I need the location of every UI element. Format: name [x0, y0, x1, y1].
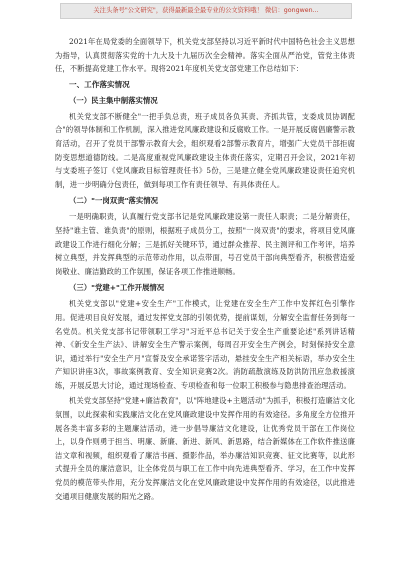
body-paragraph: 机关党支部以"党建+安全生产"工作模式，让党建在安全生产工作中发挥红色引擎作用。促进项目良好发展，通过发挥党支部的引领优势，提前谋划，分解安全监督任务到每一名党员。机关党支部书记带领职工学习"习近平总书记关于安全生产重要论述"系列讲话精神、《新安全生产法》、讲解安全生产警示案例，每周召开安全生产例会，时刻保持安全意识，通过举行"安全生产月"宣誓及安全承诺签字活动，悬挂安全生产相关标语，举办安全生产知识讲座3次，事故案例教育、安全知识竞赛2次。消防疏散演练及防洪防汛应急救援演练，开展反思大讨论，通过现场检查、专项检查和每一位职工积极参与隐患排查治理活动。: [55, 299, 355, 390]
subsection-heading: （一）民主集中制落实情况: [69, 95, 158, 105]
section-heading: 一、工作落实情况: [69, 79, 130, 89]
subsection-heading: （二）"一岗双责"落实情况: [69, 196, 158, 206]
body-paragraph: 机关党支部不断健全"一把手负总责，班子成员各负其责、齐抓共管，支委成员协调配合"的领导体制和工作机制，深入推进党风廉政建设和反腐败工作。一是开展反腐倡廉警示教育活动，召开了党员干部警示教育大会，组织观看2部警示教育片，增强广大党员干部拒腐防变思想道德防线。二是高度重视党风廉政建设主体责任落实，定期召开会议，2021年初与支委班子签订《党风廉政目标管理责任书》5份，三是建立健全党风廉政建设责任追究机制，进一步明确分包责任，做到每项工作有责任领导、有具体责任人。: [55, 111, 355, 189]
body-paragraph: 机关党支部坚持"党建+廉洁教育"，以"阵地建设+主题活动"为抓手，积极打造廉洁文化氛围，以此探索和实践廉洁文化在党风廉政建设中发挥作用的有效途径。多角度全方位推开展各类丰富多彩的主题廉洁活动，进一步倡导廉洁文化建设，让优秀党员干部在工作岗位上，以身作则勇于担当、明廉、新廉、新进、新风、新思路，结合新媒体在工作软件推送廉洁文章和视频，组织观看了廉洁书画、摄影作品，举办廉洁知识竞赛、征文比赛等，以此形式提升全员的廉洁意识，让全体党员与职工在工作中向先进典型看齐、学习，在工作中发挥党员的模范带头作用，充分发挥廉洁文化在党风廉政建设中发挥作用的有效途径，以此推进交通项目健康发展的阳光之路。: [55, 396, 355, 501]
subsection-heading: （三）"党建+"工作开展情况: [69, 283, 165, 293]
promo-banner: 关注头条号"公文研究"，获得最新最全最专业的公文资料哦！ 微信：gongwen...: [60, 3, 352, 19]
document-body: [55, 35, 355, 505]
intro-paragraph: 2021年在局党委的全面领导下，机关党支部坚持以习近平新时代中国特色社会主义思想为指导，认真贯彻落实党的十九大及十九届历次全会精神。落实全面从严治党，管党主体责任，不断提高党建工作水平。现将2021年度机关党支部党建工作总结如下：: [55, 37, 355, 74]
body-paragraph: 一是明确职责，认真履行党支部书记是党风廉政建设第一责任人职责；二是分解责任，坚持"谁主管、谁负责"的原则，根据班子成员分工，按照"一岗双责"的要求，将项目党风廉政建设工作进行细化分解；三是抓好关键环节，通过群众推荐、民主测评和工作考评，培养树立典型，并发挥典型的示范带动作用，以点带面，号召党员干部向典型看齐，积极营造爱岗敬业、廉洁勤政的工作氛围，保证各项工作推进顺畅。: [55, 212, 355, 276]
